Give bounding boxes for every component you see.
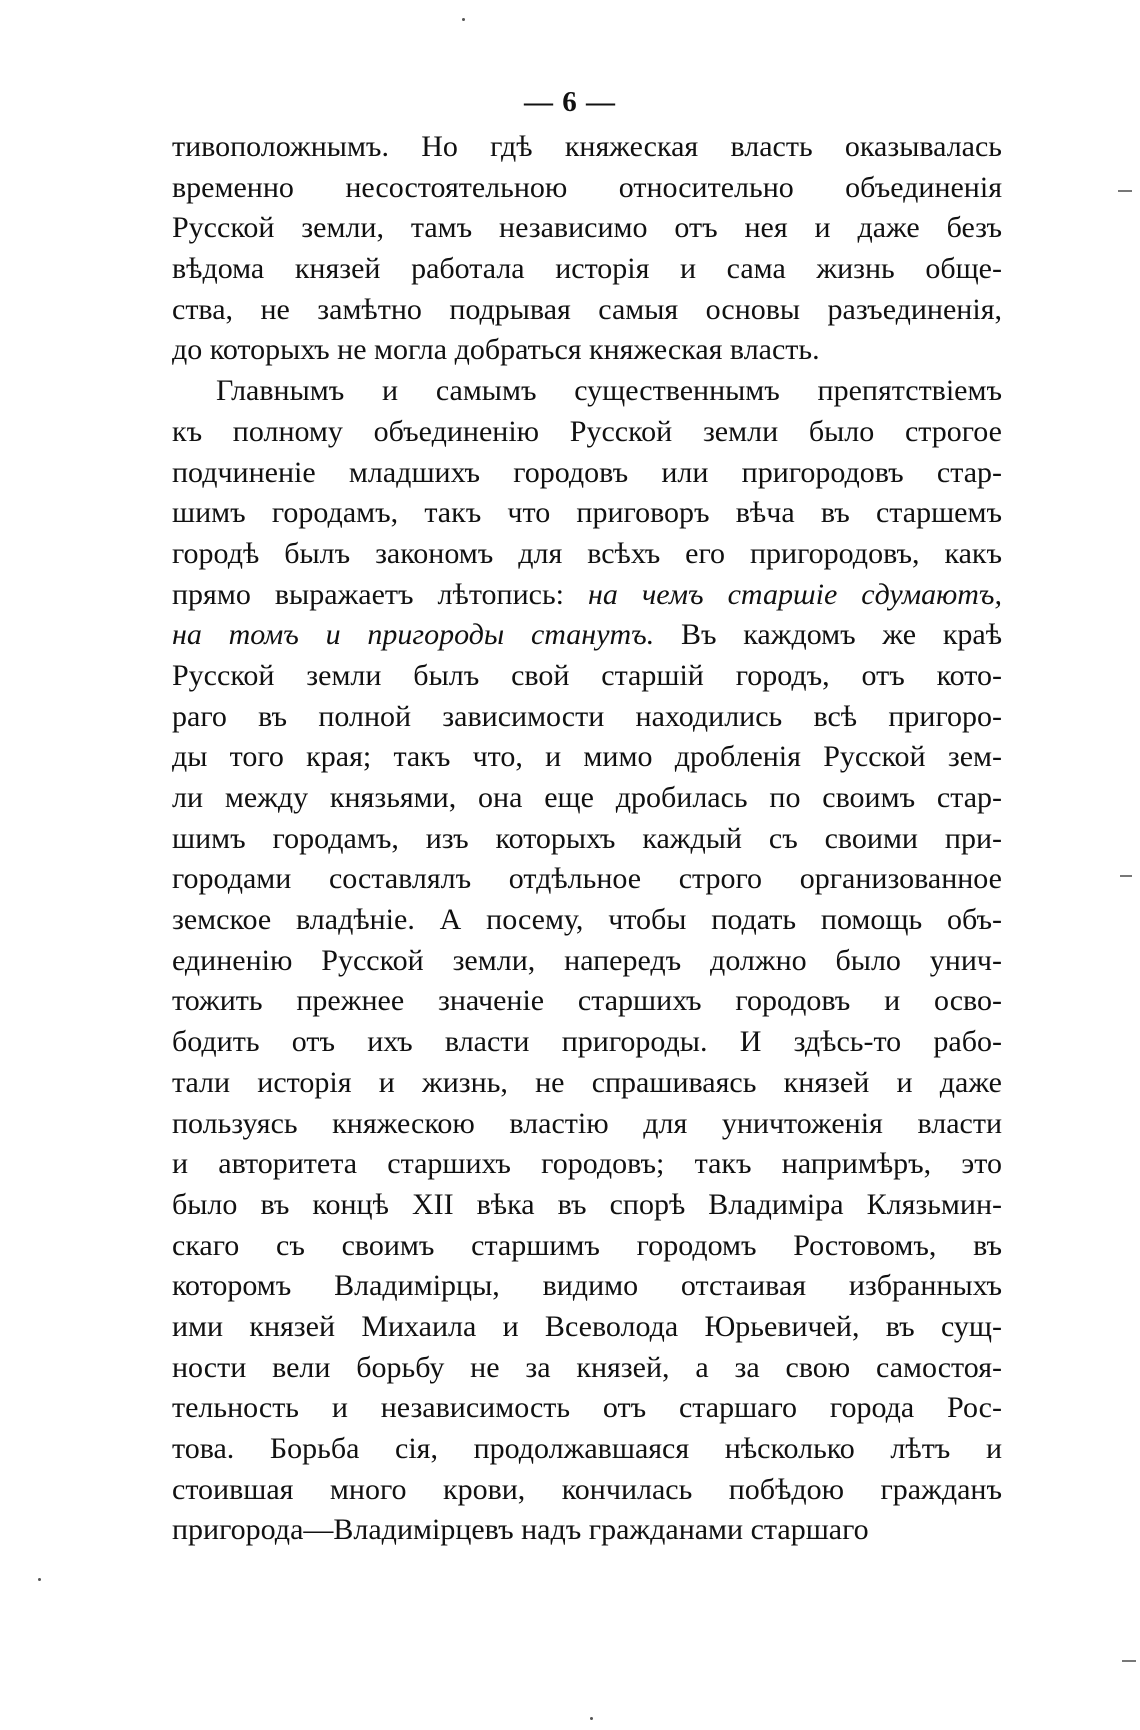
text-line bbox=[172, 1429, 1002, 1470]
text-segment: пользуясь княжескою властію для уничтоженія власти bbox=[172, 1106, 1002, 1140]
body-text bbox=[172, 127, 1002, 1551]
text-segment: прямо выражаетъ лѣтопись: bbox=[172, 577, 589, 611]
paragraph bbox=[172, 371, 1002, 1551]
scan-speck bbox=[38, 1578, 41, 1581]
text-segment: до которыхъ не могла добраться княжеская власть. bbox=[172, 333, 820, 367]
scan-edge-mark bbox=[1120, 875, 1132, 877]
text-segment: ности вели борьбу не за князей, а за свою самостоя- bbox=[172, 1350, 1002, 1384]
italic-quote: на томъ и пригороды станутъ. bbox=[172, 618, 655, 652]
text-line bbox=[172, 981, 1002, 1022]
text-line bbox=[172, 127, 1002, 168]
text-segment: стоившая много крови, кончилась побѣдою гражданъ bbox=[172, 1472, 1002, 1506]
text-segment: которомъ Владимірцы, видимо отстаивая избранныхъ bbox=[172, 1269, 1002, 1303]
text-line bbox=[172, 1144, 1002, 1185]
text-segment: бодить отъ ихъ власти пригороды. И здѣсь-то рабо- bbox=[172, 1025, 1002, 1059]
text-line bbox=[172, 575, 1002, 616]
scan-speck bbox=[590, 1717, 593, 1720]
text-segment: шимъ городамъ, такъ что приговоръ вѣча въ старшемъ bbox=[172, 496, 1002, 530]
text-line bbox=[172, 1470, 1002, 1511]
text-line bbox=[172, 656, 1002, 697]
text-segment: пригорода—Владимірцевъ надъ гражданами старшаго bbox=[172, 1513, 869, 1547]
text-segment: ими князей Михаила и Всеволода Юрьевичей, въ сущ- bbox=[172, 1309, 1002, 1343]
text-line bbox=[172, 290, 1002, 331]
text-line bbox=[172, 208, 1002, 249]
text-segment: ства, не замѣтно подрывая самыя основы разъединенія, bbox=[172, 292, 1002, 326]
text-segment: шимъ городамъ, изъ которыхъ каждый съ своими при- bbox=[172, 821, 1002, 855]
text-line bbox=[172, 1388, 1002, 1429]
text-line bbox=[172, 534, 1002, 575]
text-segment: Русской земли, тамъ независимо отъ нея и даже безъ bbox=[172, 211, 1002, 245]
text-segment: Русской земли былъ свой старшій городъ, отъ кото- bbox=[172, 658, 1002, 692]
text-line bbox=[172, 1104, 1002, 1145]
text-segment: ды того края; такъ что, и мимо дробленія Русской зем- bbox=[172, 740, 1002, 774]
text-line bbox=[172, 330, 1002, 371]
paragraph bbox=[172, 127, 1002, 371]
text-segment: земское владѣніе. А посему, чтобы подать помощь объ- bbox=[172, 903, 1002, 937]
text-segment: Главнымъ и самымъ существеннымъ препятствіемъ bbox=[216, 374, 1002, 408]
text-line bbox=[172, 453, 1002, 494]
text-line bbox=[172, 1266, 1002, 1307]
text-line bbox=[172, 1510, 1002, 1551]
text-segment: временно несостоятельною относительно объединенія bbox=[172, 170, 1002, 204]
text-segment: тожить прежнее значеніе старшихъ городовъ и осво- bbox=[172, 984, 1002, 1018]
text-segment: подчиненіе младшихъ городовъ или пригородовъ стар- bbox=[172, 455, 1002, 489]
text-segment: тельность и независимость отъ старшаго города Рос- bbox=[172, 1391, 1002, 1425]
text-segment: и авторитета старшихъ городовъ; такъ напримѣръ, это bbox=[172, 1147, 1002, 1181]
text-line bbox=[172, 168, 1002, 209]
text-line bbox=[172, 900, 1002, 941]
scan-edge-mark bbox=[1118, 190, 1132, 192]
page-number: — 6 — bbox=[524, 86, 616, 118]
text-line bbox=[172, 493, 1002, 534]
text-segment: вѣдома князей работала исторія и сама жизнь обще- bbox=[172, 252, 1002, 286]
text-segment: городами составлялъ отдѣльное строго организованное bbox=[172, 862, 1002, 896]
italic-quote: на чемъ старшіе сдумаютъ, bbox=[588, 577, 1003, 611]
text-line bbox=[172, 778, 1002, 819]
text-segment: тивоположнымъ. Но гдѣ княжеская власть оказывалась bbox=[172, 130, 1002, 163]
text-line bbox=[172, 615, 1002, 656]
scan-edge-mark bbox=[1122, 1660, 1136, 1662]
text-line bbox=[172, 1226, 1002, 1267]
text-line bbox=[172, 737, 1002, 778]
scan-speck bbox=[462, 18, 465, 21]
text-segment: скаго съ своимъ старшимъ городомъ Ростовомъ, въ bbox=[172, 1228, 1002, 1262]
text-line bbox=[172, 1185, 1002, 1226]
text-segment: тали исторія и жизнь, не спрашиваясь князей и даже bbox=[172, 1065, 1002, 1099]
text-segment: раго въ полной зависимости находились всѣ пригоро- bbox=[172, 699, 1002, 733]
text-segment: Въ каждомъ же краѣ bbox=[654, 618, 1002, 652]
text-line bbox=[172, 859, 1002, 900]
text-line bbox=[172, 412, 1002, 453]
text-line bbox=[172, 1348, 1002, 1389]
text-line bbox=[172, 819, 1002, 860]
text-line bbox=[172, 1307, 1002, 1348]
text-line bbox=[172, 1022, 1002, 1063]
text-line bbox=[172, 249, 1002, 290]
text-segment: ли между князьями, она еще дробилась по своимъ стар- bbox=[172, 781, 1002, 814]
text-line bbox=[172, 1063, 1002, 1104]
text-line bbox=[172, 941, 1002, 982]
text-segment: единенію Русской земли, напередъ должно было унич- bbox=[172, 943, 1002, 977]
text-segment: было въ концѣ XII вѣка въ спорѣ Владиміра Клязьмин- bbox=[172, 1187, 1002, 1221]
text-segment: городѣ былъ закономъ для всѣхъ его пригородовъ, какъ bbox=[172, 536, 1002, 570]
text-segment: това. Борьба сія, продолжавшаяся нѣсколько лѣтъ и bbox=[172, 1432, 1002, 1465]
text-line bbox=[172, 371, 1002, 412]
text-segment: къ полному объединенію Русской земли было строгое bbox=[172, 414, 1002, 448]
text-line bbox=[172, 697, 1002, 738]
